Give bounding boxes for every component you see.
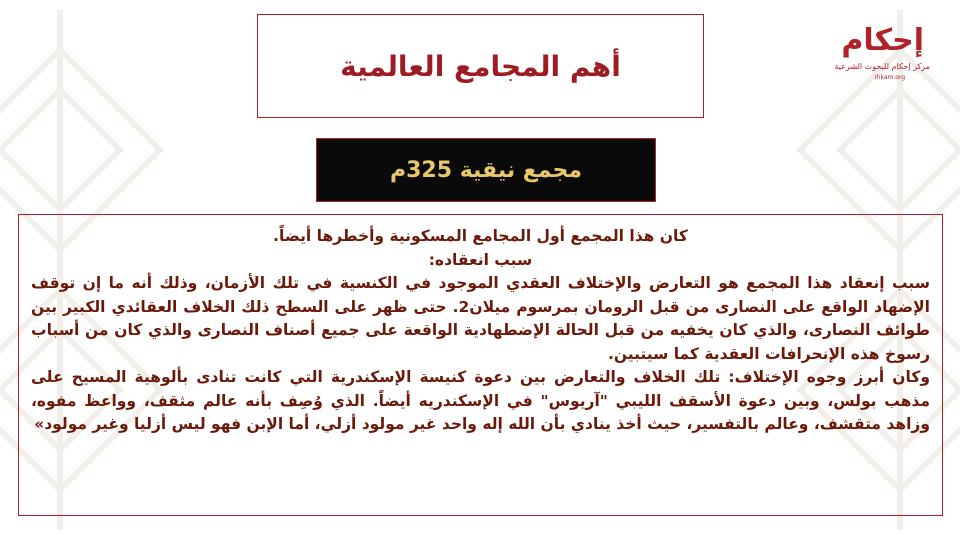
title-box [257,14,704,118]
subtitle-box [316,138,656,202]
logo-small-text: Ihkam.org [874,74,906,81]
slide-title: أهم المجامع العالمية [340,49,621,83]
slide-subtitle: مجمع نيقية 325م [389,157,583,183]
logo-text: إحكام [841,23,924,58]
logo [834,23,930,94]
logo-subtitle: مركز إحكام للبحوث الشرعية [834,62,930,71]
body-paragraph-2: وكان أبرز وجوه الإختلاف: تلك الخلاف والتعارض بين دعوة كنيسة الإسكندرية التي كانت تنادى بألوهية المسيح على مذهب بولس، وبين دعوة الأسقف الليبي "آريوس" في الإسكندريه أيضاً. الذي وُصِف بأنه عالم مثقف، وواعظ مفوه، وزاهد متقشف، وعالم بالتفسير، حيث أخذ ينادي بأن الله إله واحد غير مولود أزلي، أما الإبن فهو ليس أزليا وغير مولود» [31,368,930,433]
body-paragraph-1: سبب إنعقاد هذا المجمع هو التعارض والإختلاف العقدي الموجود في الكنسية في تلك الأزمان، وذلك أنه ما إن توقف الإضهاد الواقع على النصارى من قبل الرومان بمرسوم ميلان2. حتى ظهر على السطح ذلك الخلاف العقائدي الكبير بين طوائف النصارى، والذي كان يخفيه من قبل الحالة الإضطهادية الواقعة على جميع أصناف النصارى والذي كان من أسباب رسوخ هذه الإنحرافات العقدية كما سيتبين. [31,274,930,363]
body-heading: سبب انعقاده: [428,250,533,269]
body-text-box [18,214,943,516]
body-intro: كان هذا المجمع أول المجامع المسكونية وأخطرها أيضاً. [273,227,688,245]
